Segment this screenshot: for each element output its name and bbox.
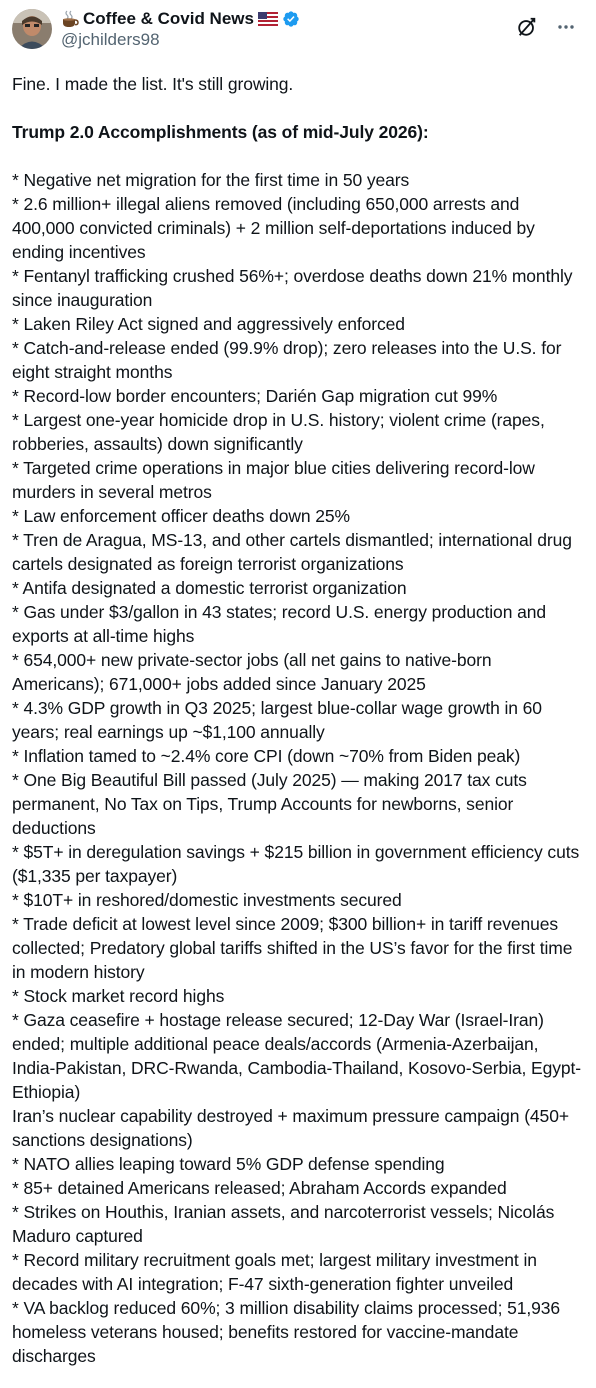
list-item: * Fentanyl trafficking crushed 56%+; overdose deaths down 21% monthly since inauguration <box>12 266 573 310</box>
list-title: Trump 2.0 Accomplishments (as of mid-July 2026): <box>12 122 429 142</box>
list-item: * Gaza ceasefire + hostage release secured; 12-Day War (Israel-Iran) ended; multiple additional peace deals/accords (Armenia-Azerbaijan, India-Pakistan, DRC-Rwanda, Cambodia-Thailand, Kosovo-Serbia, Egypt-Ethiopia) <box>12 1010 582 1102</box>
list-item: * $5T+ in deregulation savings + $215 billion in government efficiency cuts ($1,335 per taxpayer) <box>12 842 580 886</box>
more-options-icon[interactable] <box>556 17 576 37</box>
tweet-intro: Fine. I made the list. It's still growing. <box>12 74 294 94</box>
user-handle[interactable]: @jchilders98 <box>61 30 160 49</box>
verified-badge-icon[interactable] <box>282 10 300 28</box>
list-item: Iran’s nuclear capability destroyed + maximum pressure campaign (450+ sanctions designations) <box>12 1106 569 1150</box>
list-item: * Antifa designated a domestic terrorist organization <box>12 578 407 598</box>
list-item: * Tren de Aragua, MS-13, and other cartels dismantled; international drug cartels designated as foreign terrorist organizations <box>12 530 572 574</box>
tweet-text <box>12 72 584 1368</box>
list-item: * Laken Riley Act signed and aggressively enforced <box>12 314 405 334</box>
us-flag-icon <box>258 12 278 26</box>
list-item: * 654,000+ new private-sector jobs (all net gains to native-born Americans); 671,000+ jobs added since January 2025 <box>12 650 492 694</box>
list-item: * 2.6 million+ illegal aliens removed (including 650,000 arrests and 400,000 convicted criminals) + 2 million self-deportations induced by ending incentives <box>12 194 535 262</box>
avatar[interactable] <box>12 9 52 49</box>
list-item: * One Big Beautiful Bill passed (July 2025) — making 2017 tax cuts permanent, No Tax on Tips, Trump Accounts for newborns, senior deductions <box>12 770 527 838</box>
list-item: * Record military recruitment goals met; largest military investment in decades with AI integration; F-47 sixth-generation fighter unveiled <box>12 1250 537 1294</box>
display-name: Coffee & Covid News <box>83 9 254 28</box>
tweet-header <box>12 8 584 54</box>
list-item: * Largest one-year homicide drop in U.S. history; violent crime (rapes, robberies, assaults) down significantly <box>12 410 545 454</box>
list-item: * Trade deficit at lowest level since 2009; $300 billion+ in tariff revenues collected; Predatory global tariffs shifted in the US’s favor for the first time in modern history <box>12 914 573 982</box>
list-item: * $10T+ in reshored/domestic investments secured <box>12 890 402 910</box>
list-item: * 85+ detained Americans released; Abraham Accords expanded <box>12 1178 507 1198</box>
list-item: * Catch-and-release ended (99.9% drop); zero releases into the U.S. for eight straight months <box>12 338 562 382</box>
list-item: * Targeted crime operations in major blue cities delivering record-low murders in several metros <box>12 458 535 502</box>
list-item: * Gas under $3/gallon in 43 states; record U.S. energy production and exports at all-time highs <box>12 602 546 646</box>
list-item: * VA backlog reduced 60%; 3 million disability claims processed; 51,936 homeless veterans housed; benefits restored for vaccine-mandate discharges <box>12 1298 561 1366</box>
display-name-row[interactable] <box>61 8 300 29</box>
avatar-image <box>12 9 52 49</box>
list-item: * Law enforcement officer deaths down 25% <box>12 506 351 526</box>
hot-beverage-icon <box>61 10 79 28</box>
grok-icon[interactable] <box>516 16 538 38</box>
list-item: * Strikes on Houthis, Iranian assets, and narcoterrorist vessels; Nicolás Maduro captured <box>12 1202 555 1246</box>
header-actions <box>516 8 584 38</box>
list-item: * 4.3% GDP growth in Q3 2025; largest blue-collar wage growth in 60 years; real earnings up ~$1,100 annually <box>12 698 542 742</box>
list-item: * Negative net migration for the first time in 50 years <box>12 170 410 190</box>
list-item: * Inflation tamed to ~2.4% core CPI (down ~70% from Biden peak) <box>12 746 521 766</box>
list-item: * Stock market record highs <box>12 986 225 1006</box>
user-block <box>61 8 300 50</box>
list-item: * Record-low border encounters; Darién Gap migration cut 99% <box>12 386 498 406</box>
list-item: * NATO allies leaping toward 5% GDP defense spending <box>12 1154 445 1174</box>
